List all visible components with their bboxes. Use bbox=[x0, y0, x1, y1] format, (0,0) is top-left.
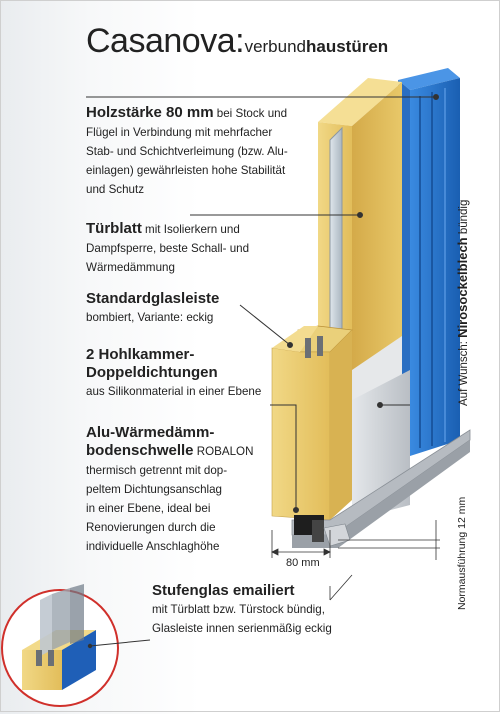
stufenglas-inset bbox=[2, 584, 150, 706]
dimension-width-label: 80 mm bbox=[286, 557, 320, 569]
title-colon: : bbox=[235, 22, 245, 60]
feature-heading: Stufenglas emailiert bbox=[152, 582, 295, 599]
feature-hohlkammer bbox=[86, 346, 286, 401]
side-label-bold: Nirosockelblech bbox=[455, 237, 470, 338]
feature-heading-line: Doppeldichtungen bbox=[86, 364, 218, 381]
title-brand: Casanova bbox=[86, 22, 236, 60]
side-label-suffix: bündig bbox=[458, 199, 470, 238]
feature-tuerblatt bbox=[86, 220, 286, 277]
feature-heading: Holzstärke 80 mm bbox=[86, 104, 214, 121]
feature-text-line: in einer Ebene, ideal bei bbox=[86, 502, 211, 515]
feature-text-line: Renovierungen durch die bbox=[86, 521, 216, 534]
feature-heading-line: 2 Hohlkammer- bbox=[86, 346, 195, 363]
feature-text-line: thermisch getrennt mit dop- bbox=[86, 464, 228, 477]
feature-text-line: einlagen) gewährleisten hohe Stabilität bbox=[86, 164, 286, 177]
feature-bodenschwelle bbox=[86, 424, 286, 556]
feature-heading-extra: ROBALON bbox=[193, 445, 254, 458]
feature-heading-line: bodenschwelle bbox=[86, 442, 194, 459]
feature-text-line: Stab- und Schichtverleimung (bzw. Alu- bbox=[86, 145, 288, 158]
feature-holzstaerke bbox=[86, 104, 301, 199]
feature-text-inline: mit Isolierkern und bbox=[141, 223, 240, 236]
side-label-prefix: Auf Wunsch: bbox=[458, 337, 470, 406]
dimension-height-label: Normausführung 12 mm bbox=[456, 496, 468, 610]
feature-text-line: Dampfsperre, beste Schall- und bbox=[86, 242, 250, 255]
feature-heading: Standardglasleiste bbox=[86, 290, 220, 307]
feature-text-line: aus Silikonmaterial in einer Ebene bbox=[86, 385, 262, 398]
feature-text-line: und Schutz bbox=[86, 183, 145, 196]
title-sub-bold: haustüren bbox=[306, 37, 389, 56]
feature-heading: Türblatt bbox=[86, 220, 142, 237]
page-title bbox=[86, 22, 388, 61]
feature-text-line: Flügel in Verbindung mit mehrfacher bbox=[86, 126, 273, 139]
feature-heading-line: Alu-Wärmedämm- bbox=[86, 424, 215, 441]
feature-text-line: peltem Dichtungsanschlag bbox=[86, 483, 222, 496]
feature-text-line: Glasleiste innen serienmäßig eckig bbox=[152, 622, 332, 635]
feature-stufenglas bbox=[152, 582, 402, 638]
feature-text-line: mit Türblatt bzw. Türstock bündig, bbox=[152, 603, 325, 616]
side-label-nirosockelblech bbox=[455, 200, 470, 406]
feature-text-inline: bei Stock und bbox=[213, 107, 288, 120]
title-sub-light: verbund bbox=[244, 37, 306, 56]
feature-text-line: Wärmedämmung bbox=[86, 261, 175, 274]
feature-text-line: individuelle Anschlaghöhe bbox=[86, 540, 220, 553]
feature-text-line: bombiert, Variante: eckig bbox=[86, 311, 214, 324]
feature-standardglasleiste bbox=[86, 290, 286, 327]
